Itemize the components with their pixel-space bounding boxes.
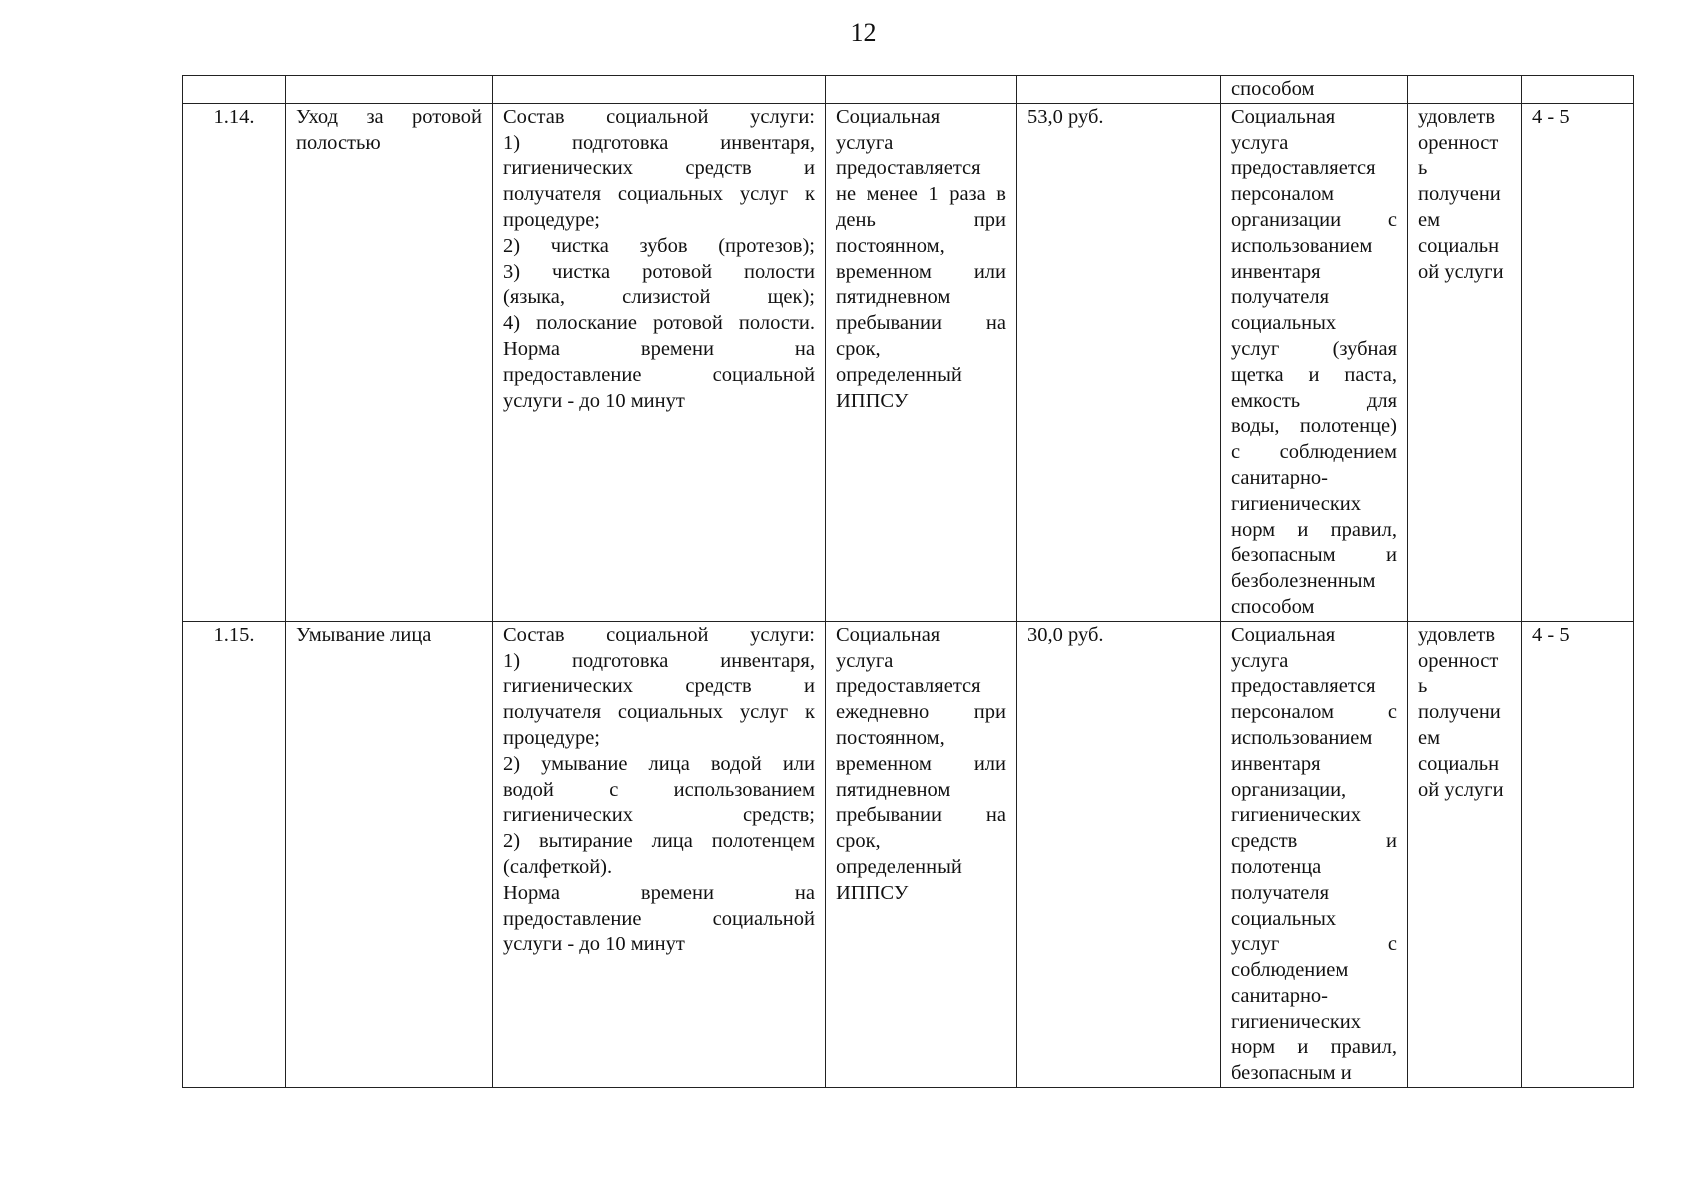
cell-text-line: (языка, слизистой щек); — [503, 286, 815, 309]
cell-text-line: Умывание лица — [296, 623, 432, 646]
cell-score: 4 - 5 — [1522, 621, 1634, 1087]
cell-composition — [493, 103, 826, 621]
cell-text-line: гигиенических — [1231, 492, 1361, 515]
cell-service-name — [286, 621, 493, 1087]
cell-text-line: ой услуги — [1418, 260, 1504, 283]
cell-text-line: ой услуги — [1418, 778, 1504, 801]
cell-text-line: предоставляется — [836, 675, 981, 698]
cell-text-line: 4) полоскание ротовой полости. — [503, 312, 815, 335]
cell-indicator — [1408, 76, 1522, 104]
cell-text-line: норм и правил, — [1231, 518, 1397, 541]
cell-text-line: с соблюдением — [1231, 441, 1397, 464]
cell-composition — [493, 621, 826, 1087]
cell-text-line: ь — [1418, 157, 1428, 180]
cell-text-line: санитарно- — [1231, 466, 1328, 489]
cell-text-line: инвентаря — [1231, 752, 1321, 775]
continuation-row — [183, 76, 1634, 104]
cell-text-line: предоставление социальной — [503, 907, 815, 930]
cell-text-line: 3) чистка ротовой полости — [503, 260, 815, 283]
cell-text-line: получени — [1418, 183, 1501, 206]
cell-text-line: удовлетв — [1418, 105, 1496, 128]
cell-text-line: процедуре; — [503, 208, 600, 231]
cell-number: 1.15. — [183, 621, 286, 1087]
cell-text-line: использованием — [1231, 726, 1373, 749]
cell-text-line: Социальная — [836, 623, 941, 646]
cell-text-line: ем — [1418, 726, 1441, 749]
cell-text-line: Норма времени на — [503, 337, 815, 360]
cell-text-line: услуг (зубная — [1231, 337, 1397, 360]
cell-service-name — [286, 103, 493, 621]
cell-frequency — [826, 76, 1017, 104]
cell-text-line: пребывании на — [836, 804, 1006, 827]
cell-text-line: предоставляется — [1231, 157, 1376, 180]
cell-text-line: Состав социальной услуги: — [503, 623, 815, 646]
cell-text-line: удовлетв — [1418, 623, 1496, 646]
cell-text-line: соблюдением — [1231, 959, 1349, 982]
cell-text-line: ем — [1418, 208, 1441, 231]
cell-score: 4 - 5 — [1522, 103, 1634, 621]
cell-text-line: получателя — [1231, 286, 1330, 309]
cell-text-line: Социальная — [1231, 105, 1336, 128]
cell-text-line: постоянном, — [836, 234, 945, 257]
cell-text-line: услуга — [836, 649, 894, 672]
cell-text-line: воды, полотенце) — [1231, 415, 1397, 438]
cell-text-line: социальн — [1418, 234, 1500, 257]
cell-text-line: определенный — [836, 855, 962, 878]
cell-text-line: получателя социальных услуг к — [503, 183, 815, 206]
cell-text-line: использованием — [1231, 234, 1373, 257]
cell-text-line: гигиенических средств и — [503, 157, 815, 180]
cell-indicator — [1408, 621, 1522, 1087]
cell-text-line: гигиенических средств и — [503, 675, 815, 698]
cell-text-line: 1) подготовка инвентаря, — [503, 649, 815, 672]
cell-text-line: безопасным и — [1231, 1062, 1352, 1085]
cell-text-line: 2) вытирание лица полотенцем — [503, 830, 815, 853]
cell-text-line: водой с использованием — [503, 778, 815, 801]
cell-text-line: определенный — [836, 363, 962, 386]
cell-score — [1522, 76, 1634, 104]
cell-text-line: оренност — [1418, 131, 1499, 154]
cell-text-line: временном или — [836, 260, 1006, 283]
cell-composition — [493, 76, 826, 104]
cell-text-line: организации с — [1231, 208, 1397, 231]
cell-text-line: персоналом с — [1231, 701, 1397, 724]
cell-text-line: ИППСУ — [836, 881, 909, 904]
cell-number — [183, 76, 286, 104]
cell-text-line: 1) подготовка инвентаря, — [503, 131, 815, 154]
cell-frequency — [826, 621, 1017, 1087]
cell-conditions — [1221, 103, 1408, 621]
cell-text-line: социальных — [1231, 312, 1337, 335]
cell-text-line: постоянном, — [836, 726, 945, 749]
cell-text-line: полостью — [296, 131, 381, 154]
cell-conditions: способом — [1221, 76, 1408, 104]
cell-text-line: гигиенических средств; — [503, 804, 815, 827]
cell-text-line: срок, — [836, 337, 881, 360]
cell-text-line: ь — [1418, 675, 1428, 698]
cell-text-line: ежедневно при — [836, 701, 1006, 724]
page-number: 12 — [850, 18, 877, 47]
cell-service-name — [286, 76, 493, 104]
cell-number: 1.14. — [183, 103, 286, 621]
cell-indicator — [1408, 103, 1522, 621]
cell-text-line: Социальная — [836, 105, 941, 128]
cell-text-line: полотенца — [1231, 855, 1322, 878]
cell-text-line: ИППСУ — [836, 389, 909, 412]
cell-text-line: Состав социальной услуги: — [503, 105, 815, 128]
services-table — [182, 75, 1634, 1088]
cell-text-line: Норма времени на — [503, 881, 815, 904]
cell-text-line: социальных — [1231, 907, 1337, 930]
cell-frequency — [826, 103, 1017, 621]
cell-text-line: безболезненным — [1231, 570, 1376, 593]
cell-text-line: услуг с — [1231, 933, 1397, 956]
cell-text-line: оренност — [1418, 649, 1499, 672]
cell-text-line: не менее 1 раза в — [836, 183, 1006, 206]
cell-text-line: персоналом — [1231, 183, 1334, 206]
cell-text-line: срок, — [836, 830, 881, 853]
cell-text-line: 2) умывание лица водой или — [503, 752, 815, 775]
cell-text-line: получени — [1418, 701, 1501, 724]
cell-text-line: временном или — [836, 752, 1006, 775]
cell-text-line: предоставляется — [836, 157, 981, 180]
cell-text-line: услуга — [1231, 131, 1289, 154]
cell-text-line: 2) чистка зубов (протезов); — [503, 234, 815, 257]
cell-text-line: норм и правил, — [1231, 1036, 1397, 1059]
cell-text-line: гигиенических — [1231, 1010, 1361, 1033]
cell-text-line: пятидневном — [836, 778, 951, 801]
cell-text-line: пребывании на — [836, 312, 1006, 335]
cell-text-line: день при — [836, 208, 1006, 231]
cell-text-line: получателя — [1231, 881, 1330, 904]
cell-text-line: емкость для — [1231, 389, 1397, 412]
cell-text-line: получателя социальных услуг к — [503, 701, 815, 724]
cell-text-line: Социальная — [1231, 623, 1336, 646]
cell-text-line: безопасным и — [1231, 544, 1397, 567]
cell-text-line: санитарно- — [1231, 984, 1328, 1007]
cell-text-line: услуга — [836, 131, 894, 154]
cell-text-line: организации, — [1231, 778, 1347, 801]
cell-price — [1017, 76, 1221, 104]
cell-conditions — [1221, 621, 1408, 1087]
cell-text-line: инвентаря — [1231, 260, 1321, 283]
cell-text-line: услуга — [1231, 649, 1289, 672]
cell-text-line: способом — [1231, 595, 1315, 618]
table-row — [183, 103, 1634, 621]
cell-text-line: предоставляется — [1231, 675, 1376, 698]
cell-text-line: (салфеткой). — [503, 855, 613, 878]
cell-text-line: услуги - до 10 минут — [503, 389, 685, 412]
cell-text-line: услуги - до 10 минут — [503, 933, 685, 956]
cell-text-line: социальн — [1418, 752, 1500, 775]
cell-text-line: гигиенических — [1231, 804, 1361, 827]
cell-text-line: процедуре; — [503, 726, 600, 749]
cell-text-line: предоставление социальной — [503, 363, 815, 386]
table-row — [183, 621, 1634, 1087]
cell-text-line: щетка и паста, — [1231, 363, 1397, 386]
cell-price: 30,0 руб. — [1017, 621, 1221, 1087]
cell-text-line: пятидневном — [836, 286, 951, 309]
cell-text-line: Уход за ротовой — [296, 105, 482, 128]
cell-text-line: средств и — [1231, 830, 1397, 853]
cell-price: 53,0 руб. — [1017, 103, 1221, 621]
